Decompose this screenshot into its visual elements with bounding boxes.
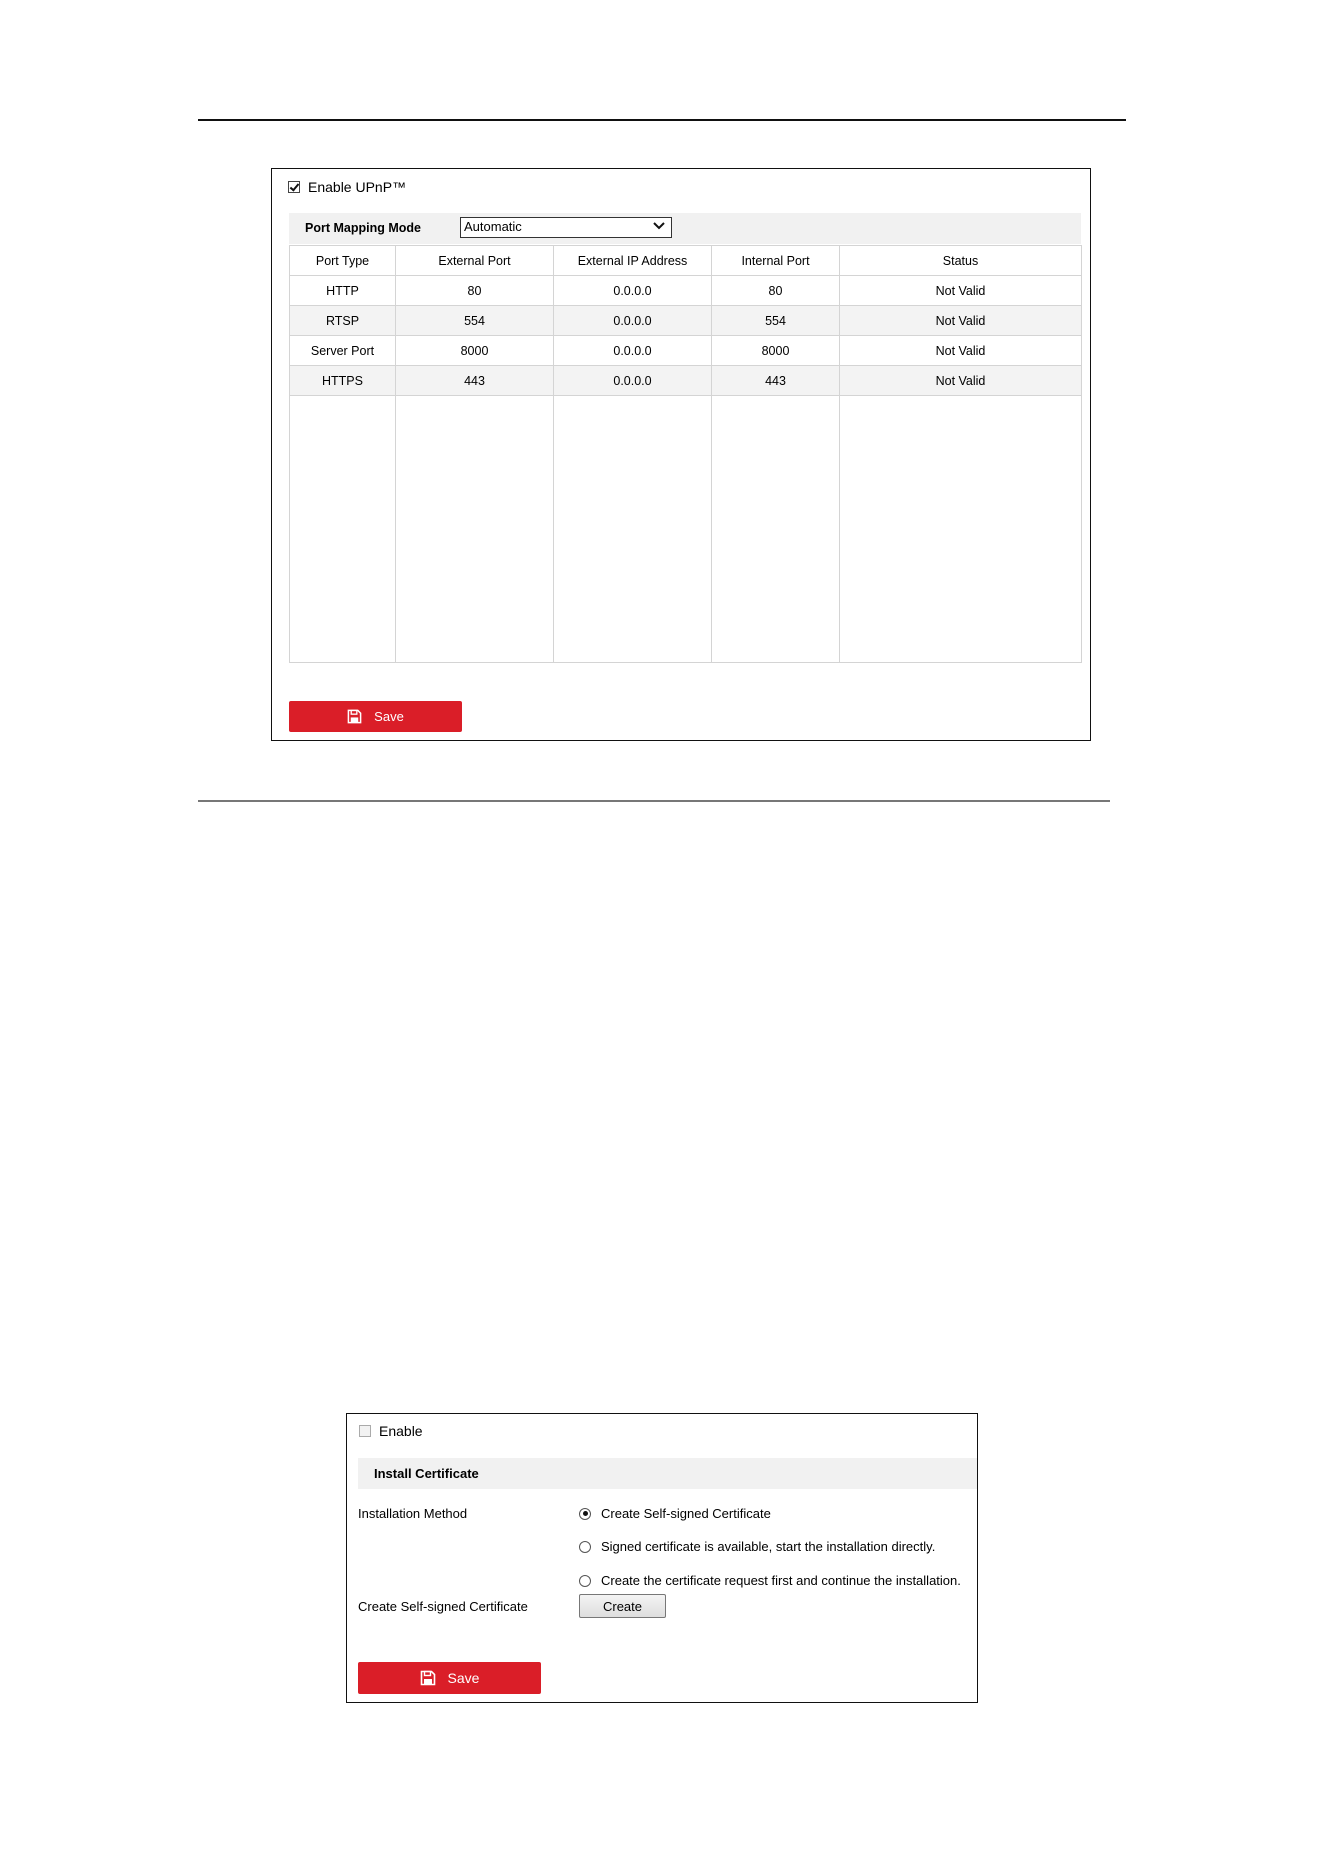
installation-method-label: Installation Method [358,1506,468,1521]
enable-https-checkbox[interactable] [359,1425,371,1437]
upnp-save-label: Save [374,709,404,724]
method-label-self-signed: Create Self-signed Certificate [601,1506,771,1521]
cell-external-ip: 0.0.0.0 [554,276,712,306]
method-option-signed-available[interactable] [579,1539,935,1554]
upnp-settings-panel [271,168,1091,741]
cell-port-type: Server Port [290,336,396,366]
table-row [290,336,1082,366]
cell-external-ip: 0.0.0.0 [554,366,712,396]
method-label-certificate-request: Create the certificate request first and continue the installation. [601,1573,961,1588]
header-external-ip: External IP Address [554,246,712,276]
method-label-signed-available: Signed certificate is available, start the installation directly. [601,1539,936,1554]
enable-upnp-checkbox[interactable] [288,181,300,193]
enable-https-label: Enable [379,1423,423,1439]
cell-external-port: 443 [396,366,554,396]
method-radio-self-signed[interactable] [579,1508,591,1520]
cell-status: Not Valid [840,336,1082,366]
upnp-save-button[interactable] [289,701,462,732]
table-row [290,276,1082,306]
cell-status: Not Valid [840,306,1082,336]
method-radio-certificate-request[interactable] [579,1575,591,1587]
cell-status: Not Valid [840,276,1082,306]
port-mapping-mode-bar [289,213,1081,244]
floppy-disk-icon [420,1670,436,1686]
port-mapping-mode-select[interactable] [460,217,672,238]
port-mapping-table [289,245,1082,663]
header-external-port: External Port [396,246,554,276]
cell-internal-port: 80 [712,276,840,306]
section-divider [198,800,1110,802]
cell-external-port: 8000 [396,336,554,366]
install-certificate-title: Install Certificate [374,1466,479,1481]
create-certificate-button[interactable]: Create [579,1594,666,1618]
https-save-button[interactable] [358,1662,541,1694]
https-save-label: Save [447,1670,480,1686]
table-row [290,366,1082,396]
cell-port-type: HTTPS [290,366,396,396]
cell-external-port: 554 [396,306,554,336]
header-internal-port: Internal Port [712,246,840,276]
port-mapping-mode-value: Automatic [464,219,522,234]
install-certificate-bar [358,1458,977,1489]
port-mapping-mode-label: Port Mapping Mode [305,221,421,235]
cell-external-port: 80 [396,276,554,306]
table-empty-area [290,396,1082,663]
enable-https-row[interactable] [359,1423,423,1439]
https-certificate-panel [346,1413,978,1703]
cell-port-type: RTSP [290,306,396,336]
floppy-disk-icon [347,709,362,724]
method-radio-signed-available[interactable] [579,1541,591,1553]
cell-status: Not Valid [840,366,1082,396]
create-self-signed-label: Create Self-signed Certificate [358,1599,528,1614]
cell-external-ip: 0.0.0.0 [554,306,712,336]
enable-upnp-label: Enable UPnP™ [308,179,407,195]
top-page-rule [198,119,1126,121]
header-status: Status [840,246,1082,276]
method-option-self-signed[interactable] [579,1506,771,1521]
cell-internal-port: 443 [712,366,840,396]
enable-upnp-row[interactable] [288,179,406,195]
cell-internal-port: 554 [712,306,840,336]
table-header-row [290,246,1082,276]
table-row [290,306,1082,336]
cell-external-ip: 0.0.0.0 [554,336,712,366]
method-option-certificate-request[interactable] [579,1573,961,1588]
chevron-down-icon [652,219,666,233]
header-port-type: Port Type [290,246,396,276]
cell-internal-port: 8000 [712,336,840,366]
cell-port-type: HTTP [290,276,396,306]
